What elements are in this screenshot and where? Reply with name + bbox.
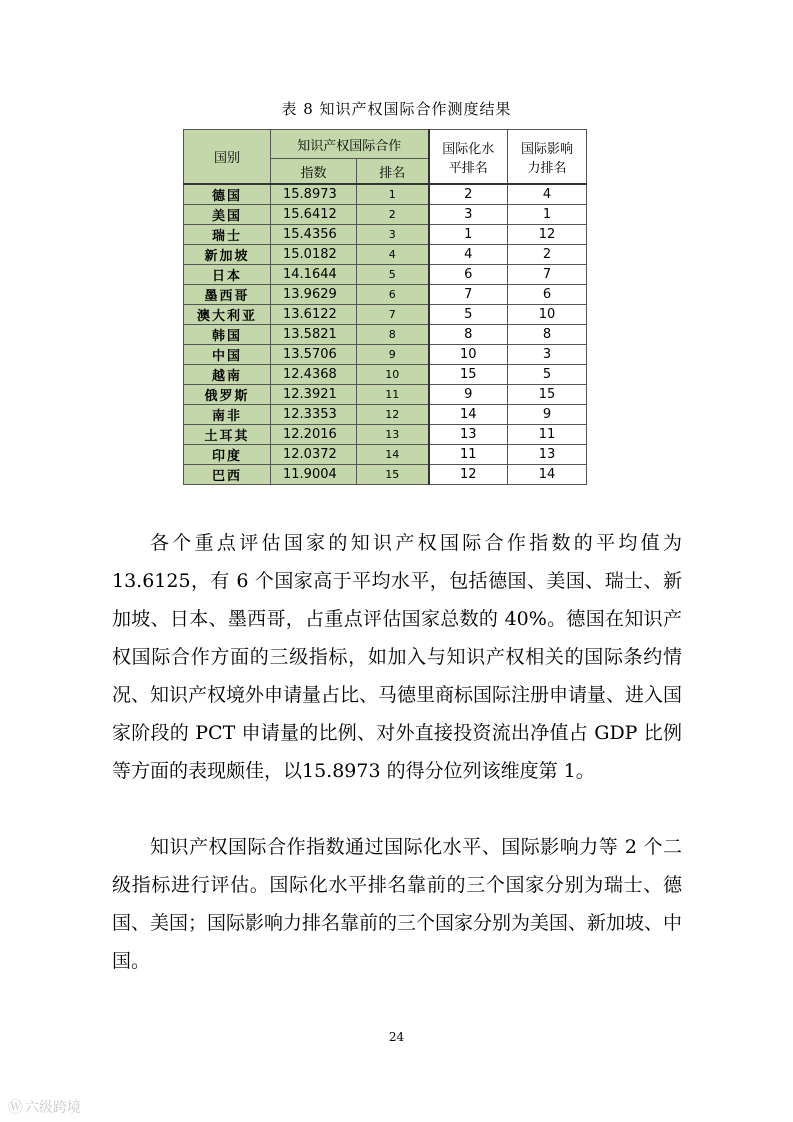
header-intl-level: 国际化水平排名 bbox=[429, 130, 508, 185]
rank-cell: 9 bbox=[357, 345, 429, 365]
paragraph-average: 各个重点评估国家的知识产权国际合作指数的平均值为13.6125，有 6 个国家高于平均水平，包括德国、美国、瑞士、新加坡、日本、墨西哥，占重点评估国家总数的 40%。德国在知识产权国际合作方面的三级指标，如加入与知识产权相关的国际条约情况、知识产权境外申请量占比、马德里商标国际注册申请量、进入国家阶段的 PCT 申请量的比例、对外直接投资流出净值占 GDP 比例等方面的表现颇佳，以15.8973 的得分位列该维度第 1。 bbox=[112, 532, 683, 782]
country-cell: 印度 bbox=[184, 445, 271, 465]
table-row bbox=[184, 345, 587, 365]
watermark-text: 六级跨境 bbox=[25, 1099, 82, 1116]
table-row bbox=[184, 285, 587, 305]
intl-level-cell: 15 bbox=[429, 365, 508, 385]
index-cell: 13.9629 bbox=[271, 285, 357, 305]
cooperation-table bbox=[183, 129, 587, 485]
index-cell: 14.1644 bbox=[271, 265, 357, 285]
table-row bbox=[184, 205, 587, 225]
country-cell: 德国 bbox=[184, 184, 271, 205]
index-cell: 12.3921 bbox=[271, 385, 357, 405]
intl-level-cell: 9 bbox=[429, 385, 508, 405]
table-row bbox=[184, 425, 587, 445]
intl-influence-cell: 13 bbox=[508, 445, 587, 465]
intl-level-cell: 7 bbox=[429, 285, 508, 305]
country-cell: 墨西哥 bbox=[184, 285, 271, 305]
table-row bbox=[184, 405, 587, 425]
rank-cell: 5 bbox=[357, 265, 429, 285]
rank-cell: 11 bbox=[357, 385, 429, 405]
header-country: 国别 bbox=[184, 130, 271, 185]
table-row bbox=[184, 385, 587, 405]
intl-influence-cell: 4 bbox=[508, 184, 587, 205]
index-cell: 12.0372 bbox=[271, 445, 357, 465]
paragraph-secondary-indicators: 知识产权国际合作指数通过国际化水平、国际影响力等 2 个二级指标进行评估。国际化水平排名靠前的三个国家分别为瑞士、德国、美国；国际影响力排名靠前的三个国家分别为美国、新加坡、中国。 bbox=[112, 836, 683, 972]
intl-influence-cell: 6 bbox=[508, 285, 587, 305]
rank-cell: 14 bbox=[357, 445, 429, 465]
table-row bbox=[184, 305, 587, 325]
page-number: 24 bbox=[388, 1030, 405, 1044]
table-row bbox=[184, 465, 587, 485]
index-cell: 13.5706 bbox=[271, 345, 357, 365]
index-cell: 11.9004 bbox=[271, 465, 357, 485]
intl-level-cell: 6 bbox=[429, 265, 508, 285]
rank-cell: 4 bbox=[357, 245, 429, 265]
index-cell: 12.2016 bbox=[271, 425, 357, 445]
header-index: 指数 bbox=[271, 159, 357, 185]
index-cell: 12.3353 bbox=[271, 405, 357, 425]
watermark-logo-icon: Ⓦ bbox=[8, 1098, 24, 1116]
header-ip-cooperation: 知识产权国际合作 bbox=[271, 130, 429, 159]
index-cell: 12.4368 bbox=[271, 365, 357, 385]
header-rank: 排名 bbox=[357, 159, 429, 185]
index-cell: 13.6122 bbox=[271, 305, 357, 325]
country-cell: 瑞士 bbox=[184, 225, 271, 245]
country-cell: 巴西 bbox=[184, 465, 271, 485]
intl-influence-cell: 8 bbox=[508, 325, 587, 345]
table-row bbox=[184, 245, 587, 265]
intl-level-cell: 10 bbox=[429, 345, 508, 365]
country-cell: 土耳其 bbox=[184, 425, 271, 445]
rank-cell: 3 bbox=[357, 225, 429, 245]
country-cell: 美国 bbox=[184, 205, 271, 225]
intl-influence-cell: 11 bbox=[508, 425, 587, 445]
country-cell: 日本 bbox=[184, 265, 271, 285]
intl-influence-cell: 7 bbox=[508, 265, 587, 285]
intl-level-cell: 4 bbox=[429, 245, 508, 265]
rank-cell: 1 bbox=[357, 184, 429, 205]
index-cell: 15.0182 bbox=[271, 245, 357, 265]
intl-influence-cell: 10 bbox=[508, 305, 587, 325]
rank-cell: 10 bbox=[357, 365, 429, 385]
rank-cell: 15 bbox=[357, 465, 429, 485]
index-cell: 15.4356 bbox=[271, 225, 357, 245]
intl-influence-cell: 3 bbox=[508, 345, 587, 365]
table-row bbox=[184, 184, 587, 205]
country-cell: 新加坡 bbox=[184, 245, 271, 265]
rank-cell: 7 bbox=[357, 305, 429, 325]
table-row bbox=[184, 265, 587, 285]
country-cell: 澳大利亚 bbox=[184, 305, 271, 325]
country-cell: 越南 bbox=[184, 365, 271, 385]
rank-cell: 2 bbox=[357, 205, 429, 225]
intl-level-cell: 5 bbox=[429, 305, 508, 325]
table-row bbox=[184, 325, 587, 345]
intl-level-cell: 2 bbox=[429, 184, 508, 205]
table-row bbox=[184, 445, 587, 465]
intl-influence-cell: 5 bbox=[508, 365, 587, 385]
country-cell: 中国 bbox=[184, 345, 271, 365]
index-cell: 15.6412 bbox=[271, 205, 357, 225]
table-row bbox=[184, 225, 587, 245]
intl-influence-cell: 1 bbox=[508, 205, 587, 225]
intl-level-cell: 11 bbox=[429, 445, 508, 465]
rank-cell: 6 bbox=[357, 285, 429, 305]
intl-influence-cell: 9 bbox=[508, 405, 587, 425]
intl-level-cell: 3 bbox=[429, 205, 508, 225]
table-row bbox=[184, 365, 587, 385]
intl-level-cell: 14 bbox=[429, 405, 508, 425]
header-intl-influence: 国际影响力排名 bbox=[508, 130, 587, 185]
country-cell: 南非 bbox=[184, 405, 271, 425]
watermark bbox=[8, 1096, 81, 1117]
table-caption: 表 8 知识产权国际合作测度结果 bbox=[281, 100, 512, 118]
intl-influence-cell: 14 bbox=[508, 465, 587, 485]
rank-cell: 13 bbox=[357, 425, 429, 445]
rank-cell: 12 bbox=[357, 405, 429, 425]
intl-influence-cell: 15 bbox=[508, 385, 587, 405]
intl-level-cell: 8 bbox=[429, 325, 508, 345]
country-cell: 韩国 bbox=[184, 325, 271, 345]
rank-cell: 8 bbox=[357, 325, 429, 345]
intl-influence-cell: 12 bbox=[508, 225, 587, 245]
country-cell: 俄罗斯 bbox=[184, 385, 271, 405]
intl-level-cell: 13 bbox=[429, 425, 508, 445]
intl-influence-cell: 2 bbox=[508, 245, 587, 265]
index-cell: 15.8973 bbox=[271, 184, 357, 205]
intl-level-cell: 12 bbox=[429, 465, 508, 485]
intl-level-cell: 1 bbox=[429, 225, 508, 245]
index-cell: 13.5821 bbox=[271, 325, 357, 345]
